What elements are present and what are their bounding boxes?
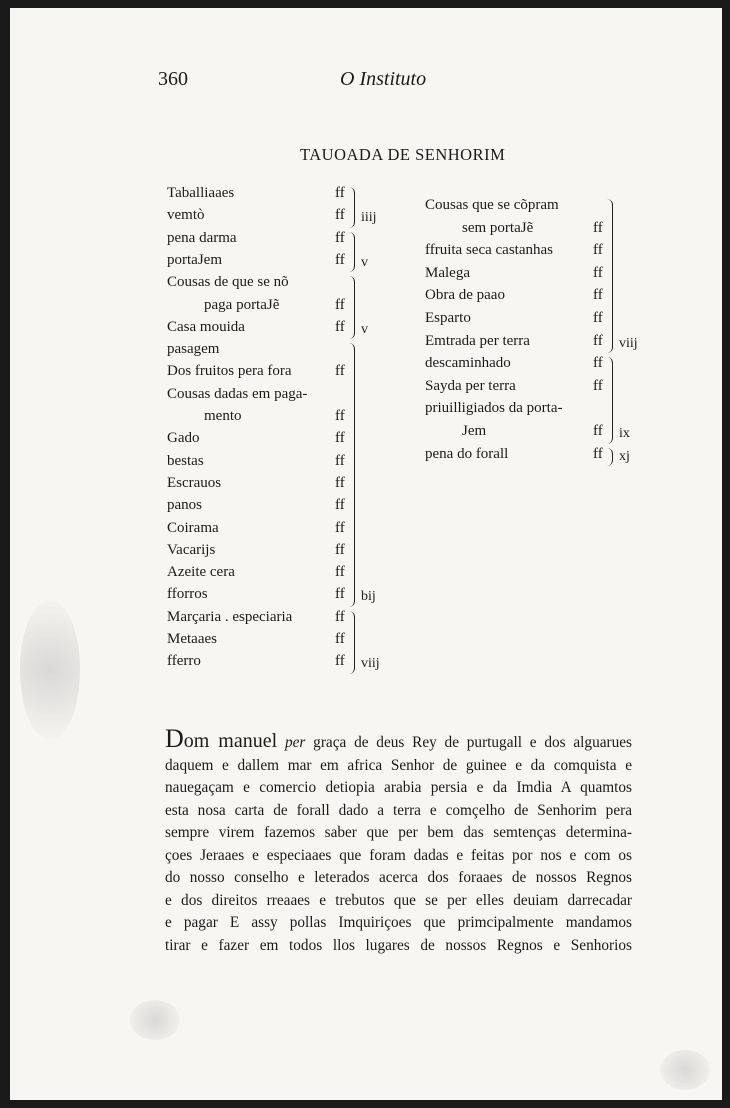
first-word: om manuel bbox=[183, 730, 278, 752]
body-line: esta nosa carta de forall dado a terra e comçelho de Senhorim pera bbox=[165, 801, 632, 819]
row-ff: ff bbox=[335, 318, 345, 335]
brace bbox=[607, 199, 613, 353]
tally-numeral: iiij bbox=[361, 210, 377, 226]
row-label: Cousas que se cõpram bbox=[425, 197, 559, 213]
section-title: TAUOADA DE SENHORIM bbox=[300, 145, 506, 164]
row-label: sem portaJẽ bbox=[462, 219, 534, 236]
body-line: daquem e dallem mar em africa Senhor de guinee e da comquista e bbox=[165, 756, 632, 774]
brace bbox=[607, 448, 613, 467]
row-ff: ff bbox=[335, 474, 345, 491]
row-label: Coirama bbox=[167, 519, 219, 536]
row-label: vemtò bbox=[167, 207, 205, 224]
body-line bbox=[165, 724, 633, 755]
row-ff: ff bbox=[593, 287, 603, 304]
brace bbox=[349, 343, 355, 607]
body-line: sempre virem fazemos saber que per bem das semtenças determina- bbox=[165, 824, 632, 841]
row-label: Azeite cera bbox=[167, 564, 235, 581]
brace bbox=[349, 187, 355, 228]
page-number: 360 bbox=[158, 68, 188, 90]
dropcap: D bbox=[165, 724, 184, 753]
row-label: paga portaJẽ bbox=[204, 296, 280, 313]
row-ff: ff bbox=[335, 296, 345, 313]
tally-numeral: bij bbox=[361, 589, 376, 605]
tally-numeral: viij bbox=[361, 656, 380, 672]
right-table bbox=[425, 197, 665, 487]
row-label: Esparto bbox=[425, 310, 471, 326]
body-line: e pagar E assy pollas Imquiriçoes que primcipalmente mandamos bbox=[165, 914, 632, 931]
row-label: Obra de paao bbox=[425, 287, 505, 304]
stain-mark bbox=[130, 1000, 180, 1040]
row-label: pena do forall bbox=[425, 445, 509, 462]
row-ff: ff bbox=[593, 310, 603, 326]
row-ff: ff bbox=[593, 219, 603, 236]
row-ff: ff bbox=[335, 541, 345, 558]
row-label: fferro bbox=[167, 653, 201, 670]
row-ff: ff bbox=[593, 377, 603, 394]
tally-numeral: xj bbox=[619, 448, 630, 464]
row-ff: ff bbox=[335, 207, 345, 224]
row-ff: ff bbox=[335, 564, 345, 581]
row-label: ffruita seca castanhas bbox=[425, 242, 553, 259]
row-ff: ff bbox=[593, 423, 603, 439]
body-line: çoes Jeraaes e especiaaes que foram dadas e feitas por nos e com os bbox=[165, 846, 632, 864]
row-label: priuilligiados da porta- bbox=[425, 400, 563, 417]
running-title: O Instituto bbox=[340, 68, 427, 90]
row-label: Marçaria . especiaria bbox=[167, 608, 293, 625]
row-ff: ff bbox=[593, 355, 603, 372]
row-label: Sayda per terra bbox=[425, 377, 516, 394]
row-ff: ff bbox=[335, 229, 345, 246]
stain-mark bbox=[20, 600, 80, 740]
row-ff: ff bbox=[593, 332, 603, 349]
row-label: pasagem bbox=[167, 341, 220, 358]
body-text bbox=[165, 724, 633, 957]
row-label: Metaaes bbox=[167, 631, 217, 647]
row-ff: ff bbox=[335, 653, 345, 670]
row-label: Gado bbox=[167, 430, 200, 447]
row-label: bestas bbox=[167, 452, 204, 469]
brace bbox=[607, 357, 613, 443]
row-label: Taballiaaes bbox=[167, 185, 235, 201]
abbrev-per: per bbox=[284, 734, 306, 751]
row-label: portaJem bbox=[167, 251, 222, 268]
row-label: Escrauos bbox=[167, 474, 222, 491]
body-line: e dos direitos rreaaes e trebutos que se per elles deuiam darrecadar bbox=[165, 891, 632, 909]
row-ff: ff bbox=[335, 586, 345, 603]
row-label: Jem bbox=[462, 423, 487, 439]
row-label: Vacarijs bbox=[167, 541, 216, 558]
left-table bbox=[167, 185, 407, 685]
row-ff: ff bbox=[593, 445, 603, 462]
row-label: Casa mouida bbox=[167, 318, 245, 335]
line1-rest: graça de deus Rey de purtugall e dos alguarues bbox=[313, 734, 633, 751]
row-ff: ff bbox=[335, 631, 345, 647]
row-ff: ff bbox=[335, 408, 345, 424]
stain-mark bbox=[660, 1050, 710, 1090]
row-ff: ff bbox=[593, 242, 603, 259]
row-ff: ff bbox=[593, 264, 603, 281]
row-ff: ff bbox=[335, 497, 345, 514]
brace bbox=[349, 232, 355, 273]
row-ff: ff bbox=[335, 608, 345, 625]
row-ff: ff bbox=[335, 363, 345, 380]
row-label: fforros bbox=[167, 586, 208, 603]
row-ff: ff bbox=[335, 185, 345, 201]
body-line: do nosso conselho e leterados acerca dos foraaes de nossos Regnos bbox=[165, 869, 632, 886]
body-line: nauegaçam e comercio detiopia arabia persia e da Imdia A quamtos bbox=[165, 779, 632, 796]
tally-numeral: ix bbox=[619, 426, 630, 441]
row-label: Malega bbox=[425, 264, 470, 281]
tally-numeral: v bbox=[361, 254, 368, 270]
brace bbox=[349, 611, 355, 674]
tally-numeral: v bbox=[361, 321, 368, 337]
row-ff: ff bbox=[335, 452, 345, 469]
row-label: Emtrada per terra bbox=[425, 332, 530, 349]
row-label: descaminhado bbox=[425, 355, 511, 372]
row-label: panos bbox=[167, 497, 202, 514]
row-label: Cousas de que se nõ bbox=[167, 274, 289, 291]
row-label: mento bbox=[204, 408, 242, 424]
row-ff: ff bbox=[335, 430, 345, 447]
brace bbox=[349, 276, 355, 339]
row-label: pena darma bbox=[167, 229, 237, 246]
body-line: tirar e fazer em todos llos lugares de nossos Regnos e Senhorios bbox=[165, 936, 632, 954]
row-ff: ff bbox=[335, 251, 345, 268]
row-ff: ff bbox=[335, 519, 345, 536]
row-label: Cousas dadas em paga- bbox=[167, 385, 308, 402]
tally-numeral: viij bbox=[619, 335, 638, 351]
row-label: Dos fruitos pera fora bbox=[167, 363, 292, 380]
